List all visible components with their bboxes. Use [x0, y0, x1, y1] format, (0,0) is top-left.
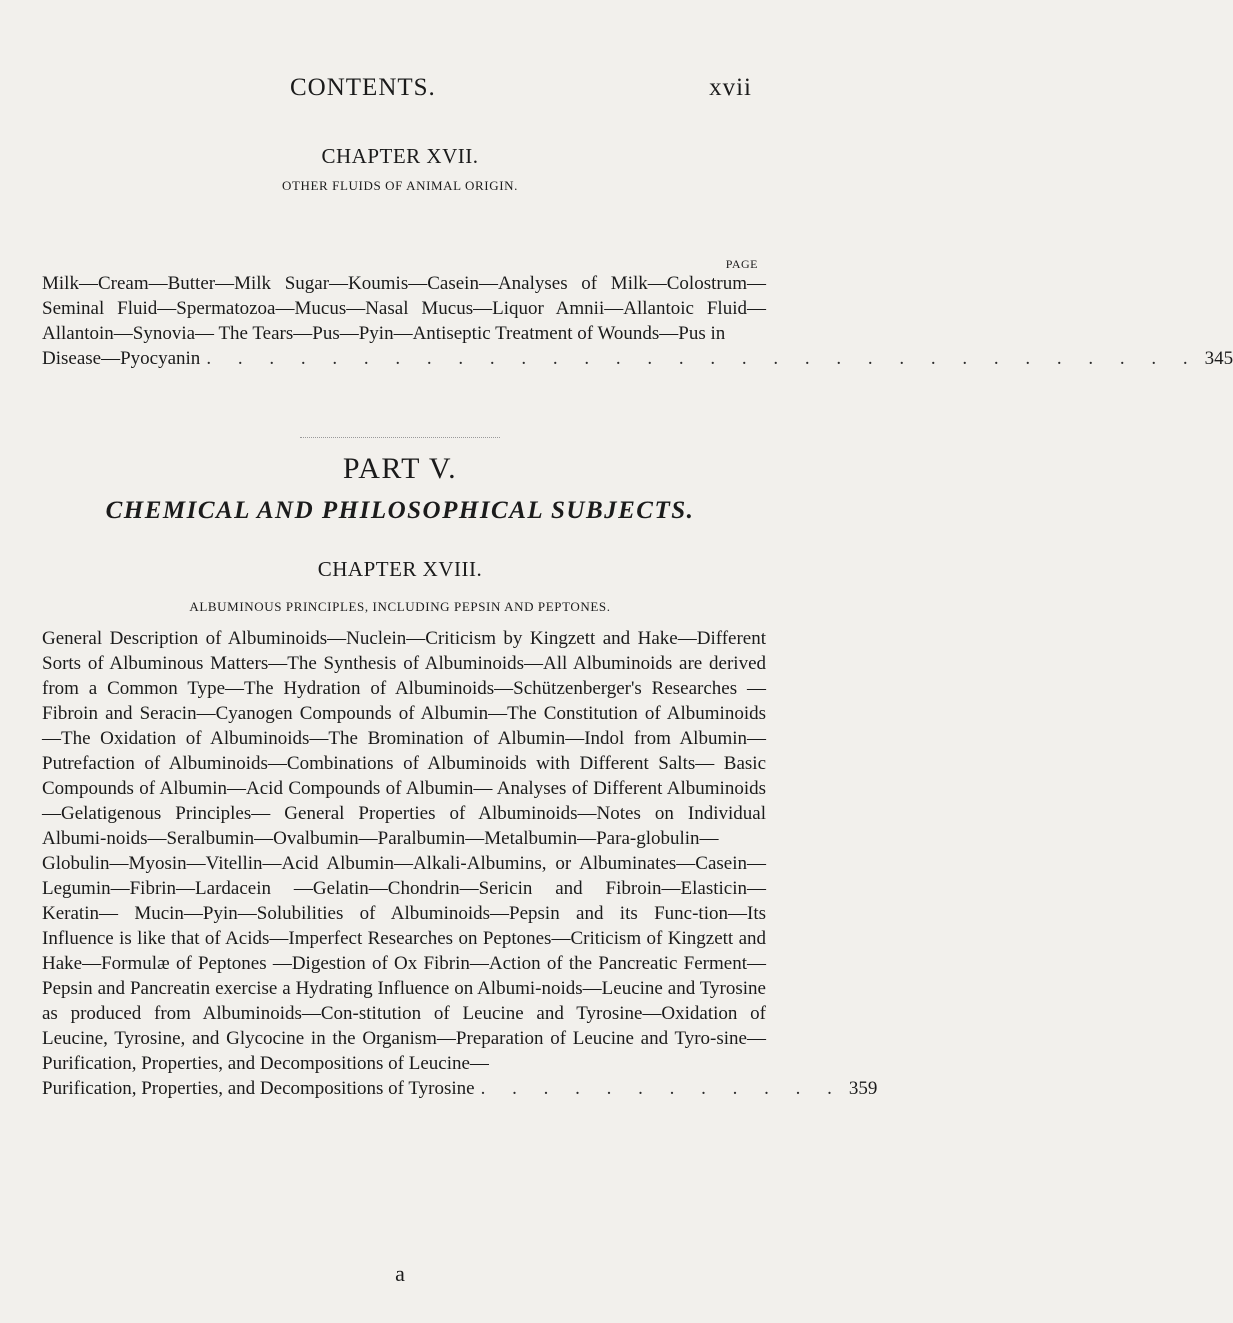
- running-head-title: CONTENTS.: [290, 74, 436, 101]
- chapter-xvii-subtitle: OTHER FLUIDS OF ANIMAL ORIGIN.: [282, 178, 518, 193]
- chapter-xvii-entry: [42, 271, 1233, 371]
- dot-leader: . . . . . . . . . . . . . . . . . . . . . . . . . . . . . . . .: [206, 348, 1199, 369]
- running-head: [290, 74, 760, 104]
- section-divider: [300, 437, 500, 438]
- page-number-roman: xvii: [709, 74, 752, 101]
- chapter-xviii-last-line-text: Purification, Properties, and Decompositions of Tyrosine: [42, 1078, 475, 1099]
- chapter-xviii-last-line: [42, 1076, 878, 1101]
- dot-leader: . . . . . . . . . . . .: [480, 1078, 843, 1099]
- chapter-xvii-last-line-text: Disease—Pyocyanin: [42, 348, 201, 369]
- chapter-xvii-heading: CHAPTER XVII.: [321, 144, 479, 168]
- chapter-xviii-heading: CHAPTER XVIII.: [317, 557, 483, 581]
- chapter-xviii-contents: General Description of Albuminoids—Nuclein—Criticism by Kingzett and Hake—Different Sorts of Albuminous Matters—The Synthesis of Albuminoids—All Albuminoids are derived from a Common Type—The Hydration of Albuminoids—Schützenberger's Researches —Fibroin and Seracin—Cyanogen Compounds of Albumin—The Constitution of Albuminoids—The Oxidation of Albuminoids—The Bromination of Albumin—Indol from Albumin—Putrefaction of Albuminoids—Combinations of Albuminoids with Different Salts— Basic Compounds of Albumin—Acid Compounds of Albumin— Analyses of Different Albuminoids—Gelatigenous Principles— General Properties of Albuminoids—Notes on Individual Albumi-noids—Seralbumin—Ovalbumin—Paralbumin—Metalbumin—Para-globulin—Globulin—Myosin—Vitellin—Acid Albumin—Alkali-Albumins, or Albuminates—Casein—Legumin—Fibrin—Lardacein —Gelatin—Chondrin—Sericin and Fibroin—Elasticin—Keratin— Mucin—Pyin—Solubilities of Albuminoids—Pepsin and its Func-tion—Its Influence is like that of Acids—Imperfect Researches on Peptones—Criticism of Kingzett and Hake—Formulæ of Peptones —Digestion of Ox Fibrin—Action of the Pancreatic Ferment— Pepsin and Pancreatin exercise a Hydrating Influence on Albumi-noids—Leucine and Tyrosine as produced from Albuminoids—Con-stitution of Leucine and Tyrosine—Oxidation of Leucine, Tyrosine, and Glycocine in the Organism—Preparation of Leucine and Tyro-sine—Purification, Properties, and Decompositions of Leucine—: [42, 628, 766, 1074]
- chapter-xviii-subtitle: ALBUMINOUS PRINCIPLES, INCLUDING PEPSIN AND PEPTONES.: [189, 599, 611, 614]
- chapter-xvii-page: 345: [1204, 348, 1233, 369]
- page-column-label: PAGE: [725, 257, 758, 271]
- chapter-xviii-page: 359: [848, 1078, 878, 1099]
- chapter-xviii-entry: [42, 626, 878, 1101]
- chapter-xvii-last-line: [42, 346, 1233, 371]
- part-v-subtitle: CHEMICAL AND PHILOSOPHICAL SUBJECTS.: [105, 497, 695, 524]
- part-v-title: PART V.: [342, 452, 458, 485]
- signature-mark: a: [395, 1261, 405, 1286]
- chapter-xvii-contents: Milk—Cream—Butter—Milk Sugar—Koumis—Casein—Analyses of Milk—Colostrum—Seminal Fluid—Spermatozoa—Mucus—Nasal Mucus—Liquor Amnii—Allantoic Fluid—Allantoin—Synovia— The Tears—Pus—Pyin—Antiseptic Treatment of Wounds—Pus in: [42, 273, 766, 344]
